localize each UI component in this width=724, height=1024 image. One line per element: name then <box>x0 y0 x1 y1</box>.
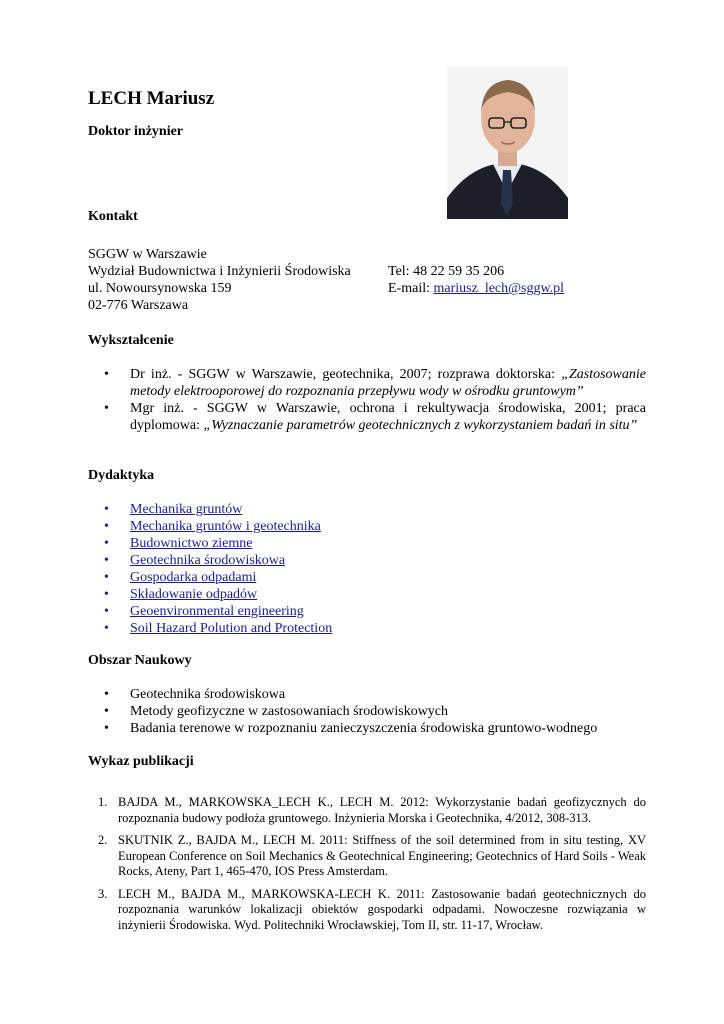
list-item <box>88 501 332 518</box>
list-item <box>88 535 332 552</box>
bullet-icon: • <box>104 570 109 585</box>
list-item <box>88 569 332 586</box>
list-item <box>88 887 646 934</box>
list-item <box>88 518 332 535</box>
list-item <box>88 620 332 637</box>
phone-number: Tel: 48 22 59 35 206 <box>388 264 505 279</box>
list-item <box>88 720 597 737</box>
course-link[interactable]: Geotechnika środowiskowa <box>130 553 286 568</box>
publication-text: LECH M., BAJDA M., MARKOWSKA-LECH K. 2011: Zastosowanie badań geotechnicznych do rozpoznania warunków lokalizacji obiektów gospodarki odpadami. Nowoczesne rozwiązania w inżynierii Środowiska. Wyd. Politechniki Wrocławskiej, Tom II, str. 11-17, Wrocław. <box>118 886 646 932</box>
list-item <box>88 366 646 400</box>
address-line: Wydział Budownictwa i Inżynierii Środowiska <box>88 264 351 279</box>
bullet-icon: • <box>104 553 109 568</box>
publications-heading: Wykaz publikacji <box>88 754 194 769</box>
publication-text: SKUTNIK Z., BAJDA M., LECH M. 2011: Stiffness of the soil determined from in situ testing, XV European Conference on Soil Mechanics & Geotechnical Engineering; Geotechnics of Hard Soils - Weak Rocks, Ateny, Part 1, 465-470, IOS Press Amsterdam. <box>118 833 646 878</box>
education-list <box>88 366 646 434</box>
portrait-photo <box>447 66 568 219</box>
academic-degree: Doktor inżynier <box>88 124 184 139</box>
contact-heading: Kontakt <box>88 209 138 224</box>
course-link[interactable]: Mechanika gruntów <box>130 502 243 517</box>
email-label: E-mail: <box>388 281 434 296</box>
research-list <box>88 686 597 737</box>
bullet-icon: • <box>104 721 109 736</box>
address-block <box>88 246 351 314</box>
email-line <box>388 280 564 297</box>
education-text: Mgr inż. - SGGW w Warszawie, ochrona i rekultywacja środowiska, 2001; praca dyplomowa: <box>130 401 646 433</box>
bullet-icon: • <box>104 687 109 702</box>
bullet-icon: • <box>104 536 109 551</box>
education-heading: Wykształcenie <box>88 333 174 348</box>
list-item <box>88 586 332 603</box>
bullet-icon: • <box>104 704 109 719</box>
list-item <box>88 833 646 880</box>
address-line: 02-776 Warszawa <box>88 298 189 313</box>
bullet-icon: • <box>104 367 109 382</box>
publication-number: 1. <box>98 795 108 809</box>
list-item <box>88 552 332 569</box>
list-item <box>88 400 646 434</box>
publications-list <box>88 795 646 940</box>
research-area: Geotechnika środowiskowa <box>130 687 286 702</box>
address-line: SGGW w Warszawie <box>88 247 207 262</box>
list-item <box>88 603 332 620</box>
publication-number: 3. <box>98 886 108 901</box>
list-item <box>88 703 597 720</box>
bullet-icon: • <box>104 604 109 619</box>
course-link[interactable]: Gospodarka odpadami <box>130 570 257 585</box>
thesis-title: „Wyznaczanie parametrów geotechnicznych z wykorzystaniem badań in situ” <box>203 418 638 433</box>
person-name: LECH Mariusz <box>88 88 215 109</box>
course-link[interactable]: Mechanika gruntów i geotechnika <box>130 519 321 534</box>
teaching-heading: Dydaktyka <box>88 468 155 483</box>
bullet-icon: • <box>104 587 109 602</box>
publication-number: 2. <box>98 833 108 847</box>
list-item <box>88 686 597 703</box>
bullet-icon: • <box>104 621 109 636</box>
bullet-icon: • <box>104 401 109 416</box>
bullet-icon: • <box>104 519 109 534</box>
research-area: Metody geofizyczne w zastosowaniach środowiskowych <box>130 704 449 719</box>
research-area: Badania terenowe w rozpoznaniu zanieczyszczenia środowiska gruntowo-wodnego <box>130 721 598 736</box>
bullet-icon: • <box>104 502 109 517</box>
teaching-list <box>88 501 332 637</box>
address-line: ul. Nowoursynowska 159 <box>88 281 232 296</box>
course-link[interactable]: Składowanie odpadów <box>130 587 258 602</box>
email-link[interactable]: mariusz_lech@sggw.pl <box>433 281 565 296</box>
course-link[interactable]: Budownictwo ziemne <box>130 536 253 551</box>
phone-email-block <box>388 263 564 297</box>
thesis-title: „Zastosowanie metody elektrooporowej do rozpoznania przepływu wody w ośrodku gruntowym” <box>130 367 646 399</box>
education-text: Dr inż. - SGGW w Warszawie, geotechnika, 2007; rozprawa doktorska: <box>130 367 562 382</box>
course-link[interactable]: Soil Hazard Polution and Protection <box>130 621 333 636</box>
list-item <box>88 795 646 826</box>
course-link[interactable]: Geoenvironmental engineering <box>130 604 304 619</box>
research-heading: Obszar Naukowy <box>88 653 192 668</box>
publication-text: BAJDA M., MARKOWSKA_LECH K., LECH M. 2012: Wykorzystanie badań geofizycznych do rozpoznania budowy podłoża gruntowego. Inżynieria Morska i Geotechnika, 4/2012, 308-313. <box>118 795 646 825</box>
